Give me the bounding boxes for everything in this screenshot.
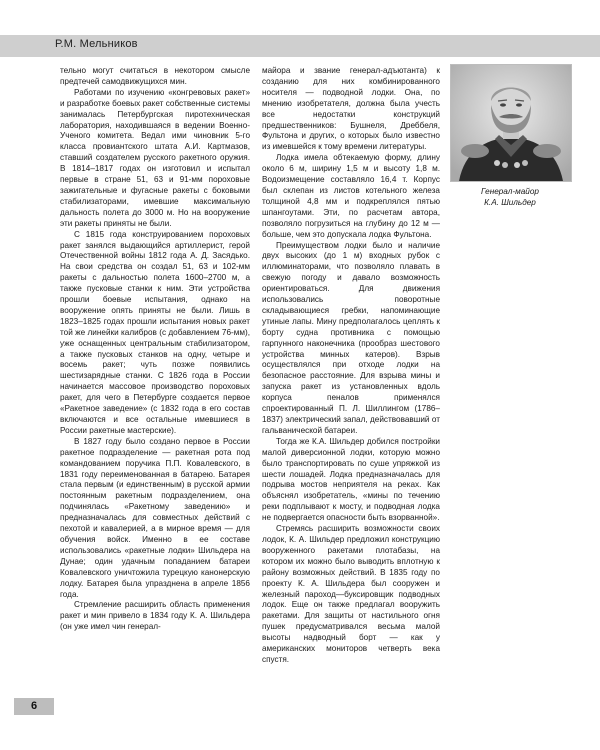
portrait-image [450,64,572,182]
paragraph: Лодка имела обтекаемую форму, длину около 6 м, ширину 1,5 м и высоту 1,8 м. Водоизмещение составляло 16,4 т. Корпус был склепан из листов котельного железа толщиной 4,8 мм и подкреплялся пятью шпангоутами. Эти, по расчетам автора, позволяло погрузиться на глубину до 12 м — больше, чем это допускала лодка Фультона. [262,153,440,239]
running-header-title: Р.М. Мельников [55,38,138,50]
left-text-column [60,66,250,633]
paragraph: тельно могут считаться в некотором смысле предтечей самодвижущихся мин. [60,66,250,86]
paragraph: майора и звание генерал-адъютанта) к созданию для них комбинированного носителя — подводной лодки. Она, по мнению изобретателя, должна была учесть все недостатки конструкций предшественников: Бушнеля, Дреббеля, Фультона и других, о которых было известно из имевшейся к тому времени литературы. [262,66,440,152]
paragraph: Работами по изучению «конгревовых ракет» и разработке боевых ракет собственные системы занималась Петербургская пиротехническая лаборатория, находившаяся в ведении Военно-Ученого комитета. Ведал ими чиновник 5-го класса провиантского штата А.И. Картмазов, ставший создателем русского ракетного оружия. В 1814–1817 годах он изготовил и испытал первые в стране 51, 63 и 91-мм пороховые зажигательные и фугасные ракеты с боковыми стабилизаторами, имевшие максимальную дальность полета до 3000 м. Но на вооружение эти ракеты приняты не были. [60,87,250,228]
paragraph: Тогда же К.А. Шильдер добился постройки малой диверсионной лодки, которую можно было транспортировать по суше упряжкой из шести лошадей. Лодка предназначалась для подрыва мостов неприятеля на реках. Как объяснял изобретатель, «мины по течению реки подплывают к мосту, и подводная лодка не подвергается опасности быть взорванной». [262,436,440,523]
paragraph: Стремясь расширить возможности своих лодок, К. А. Шильдер предложил конструкцию вооруженного ракетами плотабазы, на котором их можно было выводить вплотную к району возможных действий. В 1835 году по проекту К. А. Шильдера был сооружен и железный пароход—буксировщик подводных лодок. Еще он также предлагал вооружить ракетами. Для защиты от настильного огня пушек предусматривался весьма малой высоты надводный борт — как у американских мониторов четверть века спустя. [262,524,440,664]
paragraph: В 1827 году было создано первое в России ракетное подразделение — ракетная рота под командованием поручика П.П. Ковалевского, в 1831 году переименованная в батарею. Батарея стала первым (и единственным) в русской армии постоянным ракетным подразделением, она подчинялась «Ракетному заведению» и предназначалась для совместных действий с пехотой и кавалерией, а в мирное время — для обучения войск. Именно в ее составе использовались «ракетные лодки» Шильдера на Дунае; один удачным попаданием батареи Ковалевского уничтожила турецкую канонерскую лодку. Батарея была упразднена в апреле 1856 года. [60,436,250,599]
caption-line: Генерал-майор [481,187,539,196]
paragraph: Преимуществом лодки было и наличие двух высоких (до 1 м) входных рубок с иллюминаторами, что позволяло плавать в свежую погоду и давало возможность ориентироваться. Для движения использовались поворотные складывающиеся гребки, напоминающие утиные лапы. Мину предполагалось цеплять к борту судна противника с помощью гарпунного наконечника (прообраз шестового устройства минных катеров). Взрыв осуществлялся при отходе лодки на безопасное расстояние. Для взрыва мины и запуска ракет из установленных вдоль корпуса пеналов применялся спроектированный П. Л. Шиллингом (1786–1837) электрический запал, действовавший от гальванической батареи. [262,240,440,435]
paragraph: С 1815 года конструированием пороховых ракет занялся выдающийся артиллерист, герой Отечественной войны 1812 года А. Д. Засядько. На свои средства он создал 51, 63 и 102-мм ракеты с дальностью полета 1600–2700 м, а также пусковые станки к ним. Эти устройства прошли боевые испытания, однако на вооружение опять приняты не были. Лишь в 1823–1825 годах прошли испытания новых ракет той же линейки калибров (с добавлением 76-мм), уже оснащенных центральным стабилизатором, а также пусковых станков на одну, четыре и восемь ракет; чуть позже появились шестизарядные станки. С 1826 года в России начинается массовое производство пороховых ракет, для чего в Петербурге создается первое «Ракетное заведение» (с 1832 года в его состав включаются и все остальные имевшиеся в России ракетные мастерские). [60,229,250,435]
page-number: 6 [30,700,38,712]
paragraph: Стремление расширить область применения ракет и мин привело в 1834 году К. А. Шильдера (он уже имел чин генерал- [60,600,250,632]
portrait-caption [450,186,570,208]
middle-text-column [262,66,440,666]
caption-line: К.А. Шильдер [484,198,536,207]
